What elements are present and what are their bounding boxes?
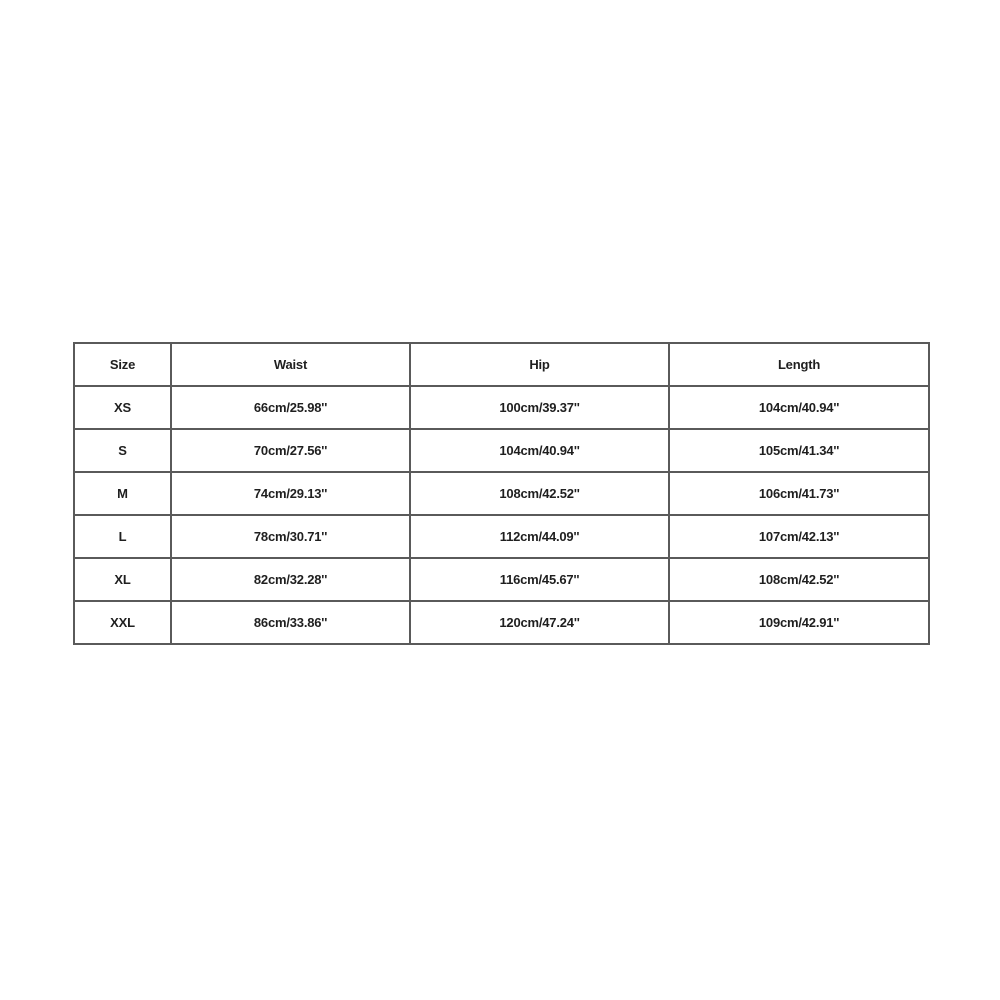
cell-waist: 66cm/25.98'' [171, 386, 410, 429]
header-waist: Waist [171, 343, 410, 386]
cell-size: XL [74, 558, 171, 601]
cell-length: 109cm/42.91'' [669, 601, 929, 644]
header-length: Length [669, 343, 929, 386]
cell-hip: 100cm/39.37'' [410, 386, 669, 429]
table-row [74, 429, 929, 472]
cell-length: 108cm/42.52'' [669, 558, 929, 601]
cell-hip: 116cm/45.67'' [410, 558, 669, 601]
cell-size: XXL [74, 601, 171, 644]
cell-waist: 86cm/33.86'' [171, 601, 410, 644]
cell-size: XS [74, 386, 171, 429]
cell-length: 106cm/41.73'' [669, 472, 929, 515]
cell-waist: 78cm/30.71'' [171, 515, 410, 558]
cell-hip: 108cm/42.52'' [410, 472, 669, 515]
cell-waist: 74cm/29.13'' [171, 472, 410, 515]
cell-length: 104cm/40.94'' [669, 386, 929, 429]
cell-hip: 112cm/44.09'' [410, 515, 669, 558]
table-header-row [74, 343, 929, 386]
cell-waist: 82cm/32.28'' [171, 558, 410, 601]
cell-size: M [74, 472, 171, 515]
cell-hip: 120cm/47.24'' [410, 601, 669, 644]
table-row [74, 558, 929, 601]
table-row [74, 601, 929, 644]
header-size: Size [74, 343, 171, 386]
cell-length: 107cm/42.13'' [669, 515, 929, 558]
header-hip: Hip [410, 343, 669, 386]
table-row [74, 386, 929, 429]
cell-hip: 104cm/40.94'' [410, 429, 669, 472]
size-chart-table [73, 342, 930, 645]
table-row [74, 472, 929, 515]
cell-length: 105cm/41.34'' [669, 429, 929, 472]
cell-size: S [74, 429, 171, 472]
cell-waist: 70cm/27.56'' [171, 429, 410, 472]
cell-size: L [74, 515, 171, 558]
table-row [74, 515, 929, 558]
